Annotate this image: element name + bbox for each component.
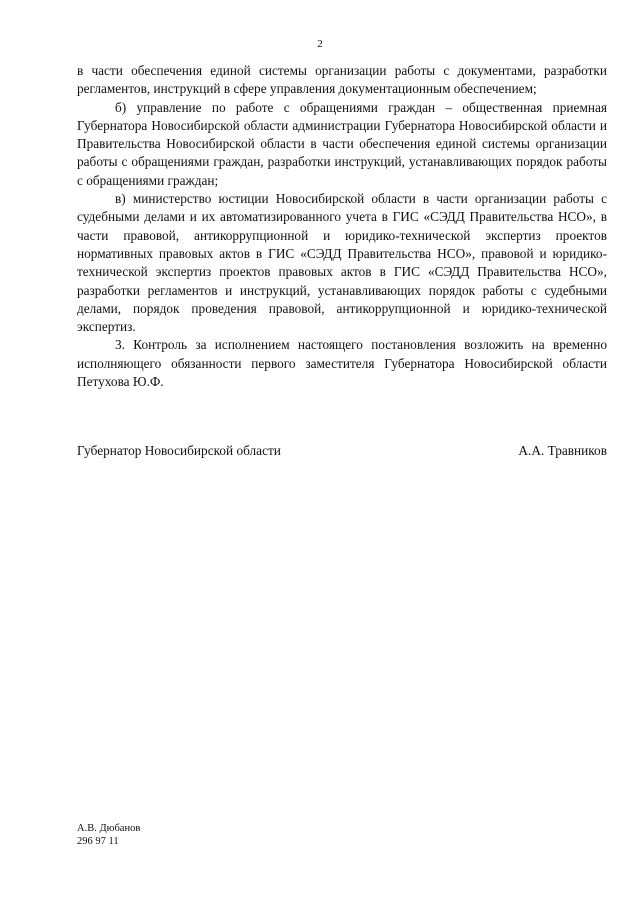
executor-block <box>77 822 140 848</box>
document-body <box>77 62 607 391</box>
signatory-position: Губернатор Новосибирской области <box>77 443 281 458</box>
executor-phone: 296 97 11 <box>77 836 119 847</box>
signatory-name: А.А. Травников <box>518 443 607 458</box>
paragraph-continuation: в части обеспечения единой системы организации работы с документами, разработки регламентов, инструкций в сфере управления документационным обеспечением; <box>77 63 607 97</box>
paragraph-item-v: в) министерство юстиции Новосибирской области в части организации работы с судебными делами и их автоматизированного учета в ГИС «СЭДД Правительства НСО», в части правовой, антикоррупционной и юридико-технической экспертиз проектов нормативных правовых актов в ГИС «СЭДД Правительства НСО», правовой и юридико-технической экспертиз проектов правовых актов в ГИС «СЭДД Правительства НСО», разработки регламентов и инструкций, устанавливающих порядок работы с судебными делами, порядок проведения правовой, антикоррупционной и юридико-технической экспертиз. <box>77 191 607 335</box>
paragraph-item-b: б) управление по работе с обращениями граждан – общественная приемная Губернатора Новосибирской области администрации Губернатора Новосибирской области и Правительства Новосибирской области в части обеспечения единой системы организации работы с обращениями граждан, разработки инструкций, устанавливающих порядок работы с обращениями граждан; <box>77 99 607 188</box>
paragraph-control: 3. Контроль за исполнением настоящего постановления возложить на временно исполняющего обязанности первого заместителя Губернатора Новосибирской области Петухова Ю.Ф. <box>77 337 607 390</box>
page-number: 2 <box>317 38 323 50</box>
signature-block <box>77 442 607 460</box>
executor-name: А.В. Дюбанов <box>77 823 141 834</box>
